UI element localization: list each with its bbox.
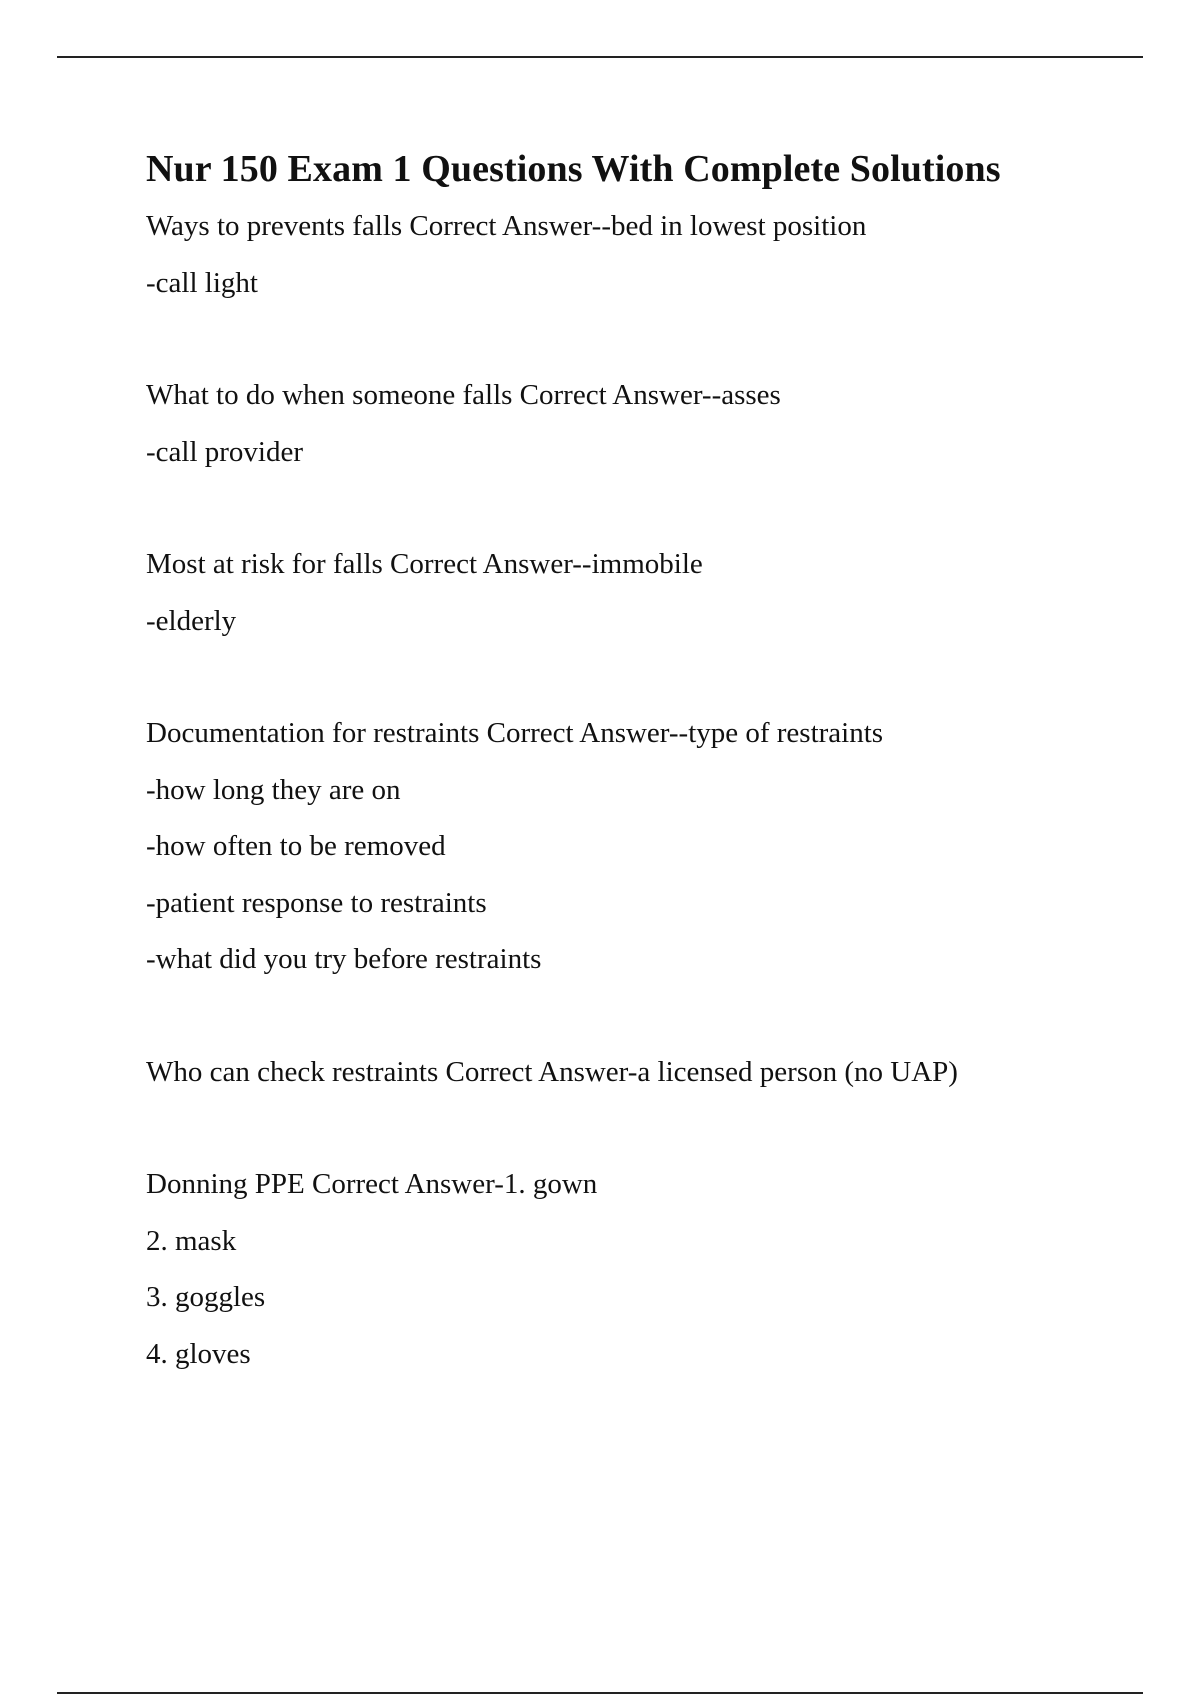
qa-line: What to do when someone falls Correct Answer--asses [146,379,781,411]
qa-line: -call provider [146,435,304,468]
qa-item-check-restraints [146,1044,1146,1101]
qa-line: 2. mask [146,1224,237,1257]
qa-line: Ways to prevents falls Correct Answer--bed in lowest position [146,210,867,242]
qa-line: Documentation for restraints Correct Answer--type of restraints [146,717,884,749]
qa-item-risk-for-falls [146,536,1146,649]
qa-item-someone-falls [146,367,1146,480]
qa-line: -call light [146,266,258,299]
qa-item-donning-ppe [146,1156,1146,1382]
qa-line: -patient response to restraints [146,886,487,919]
qa-line: -what did you try before restraints [146,943,542,975]
qa-line: Donning PPE Correct Answer-1. gown [146,1168,598,1200]
qa-item-restraint-documentation [146,705,1146,988]
qa-line: Who can check restraints Correct Answer-a licensed person (no UAP) [146,1055,958,1088]
page-top-rule [57,56,1143,58]
qa-item-prevent-falls [146,198,1146,311]
page-bottom-rule [57,1692,1143,1694]
qa-line: -elderly [146,604,237,637]
document-title: Nur 150 Exam 1 Questions With Complete Solutions [146,148,1001,190]
document-body [146,142,1146,1382]
qa-line: Most at risk for falls Correct Answer--immobile [146,548,703,580]
qa-line: 3. goggles [146,1281,266,1313]
qa-line: 4. gloves [146,1337,251,1370]
qa-line: -how long they are on [146,773,401,806]
qa-line: -how often to be removed [146,830,446,862]
